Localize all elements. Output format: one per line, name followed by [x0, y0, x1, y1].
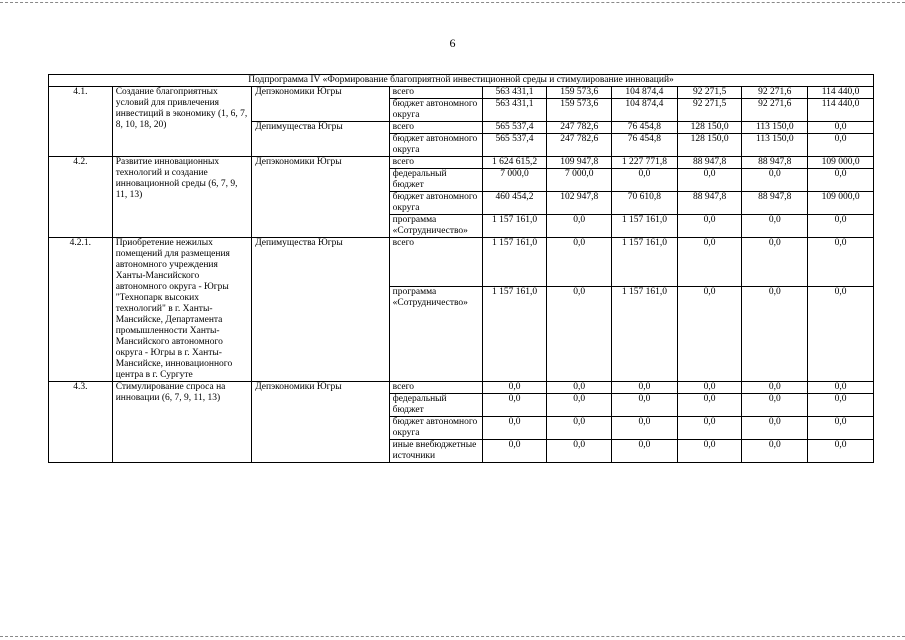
funding-source: бюджет автономного округа: [389, 192, 482, 215]
amount-cell: 0,0: [482, 394, 547, 417]
amount-cell: 0,0: [808, 440, 874, 463]
funding-source: иные внебюджетные источники: [389, 440, 482, 463]
measure-name: Приобретение нежилых помещений для размещения автономного учреждения Ханты-Мансийского автономного округа - Югры "Технопарк высоких технологий" в г. Ханты-Мансийске, Департамента промышленности Ханты-Мансийского автономного округа - Югры в г. Ханты-Мансийске, инновационного центра в г. Сургуте: [112, 238, 252, 382]
amount-cell: 0,0: [677, 215, 742, 238]
amount-cell: 7 000,0: [547, 169, 612, 192]
amount-cell: 563 431,1: [482, 99, 547, 122]
amount-cell: 76 454,8: [612, 134, 678, 157]
funding-source: программа «Сотрудничество»: [389, 287, 482, 382]
amount-cell: 0,0: [808, 134, 874, 157]
amount-cell: 460 454,2: [482, 192, 547, 215]
amount-cell: 565 537,4: [482, 122, 547, 134]
funding-source: программа «Сотрудничество»: [389, 215, 482, 238]
amount-cell: 0,0: [677, 394, 742, 417]
amount-cell: 1 227 771,8: [612, 157, 678, 169]
amount-cell: 0,0: [808, 287, 874, 382]
amount-cell: 92 271,6: [742, 87, 808, 99]
funding-source: всего: [389, 157, 482, 169]
amount-cell: 0,0: [808, 394, 874, 417]
scan-edge-top: [0, 2, 905, 3]
amount-cell: 0,0: [547, 394, 612, 417]
amount-cell: 0,0: [612, 417, 678, 440]
funding-source: федеральный бюджет: [389, 169, 482, 192]
funding-source: всего: [389, 382, 482, 394]
measure-code: 4.1.: [49, 87, 113, 157]
amount-cell: 92 271,6: [742, 99, 808, 122]
scan-edge-bottom: [0, 636, 905, 637]
measure-name: Стимулирование спроса на инновации (6, 7, 9, 11, 13): [112, 382, 252, 463]
amount-cell: 0,0: [677, 417, 742, 440]
amount-cell: 0,0: [677, 382, 742, 394]
amount-cell: 565 537,4: [482, 134, 547, 157]
amount-cell: 88 947,8: [677, 192, 742, 215]
amount-cell: 0,0: [612, 440, 678, 463]
executor-name: Депэкономики Югры: [252, 382, 389, 463]
amount-cell: 1 157 161,0: [612, 215, 678, 238]
amount-cell: 128 150,0: [677, 122, 742, 134]
amount-cell: 0,0: [547, 215, 612, 238]
funding-source: всего: [389, 238, 482, 287]
amount-cell: 0,0: [742, 382, 808, 394]
amount-cell: 114 440,0: [808, 87, 874, 99]
amount-cell: 159 573,6: [547, 99, 612, 122]
amount-cell: 1 624 615,2: [482, 157, 547, 169]
amount-cell: 104 874,4: [612, 87, 678, 99]
amount-cell: 0,0: [742, 215, 808, 238]
table-row: [49, 157, 874, 169]
amount-cell: 0,0: [547, 417, 612, 440]
table-row: [49, 87, 874, 99]
amount-cell: 113 150,0: [742, 134, 808, 157]
page-number: 6: [449, 36, 456, 50]
amount-cell: 0,0: [677, 287, 742, 382]
table-row: [49, 238, 874, 287]
funding-source: бюджет автономного округа: [389, 417, 482, 440]
funding-source: бюджет автономного округа: [389, 134, 482, 157]
amount-cell: 0,0: [547, 382, 612, 394]
amount-cell: 88 947,8: [742, 192, 808, 215]
amount-cell: 70 610,8: [612, 192, 678, 215]
amount-cell: 1 157 161,0: [612, 238, 678, 287]
funding-source: федеральный бюджет: [389, 394, 482, 417]
budget-table: [48, 74, 874, 463]
amount-cell: 0,0: [742, 287, 808, 382]
table-row: [49, 382, 874, 394]
amount-cell: 0,0: [612, 169, 678, 192]
amount-cell: 0,0: [612, 382, 678, 394]
amount-cell: 247 782,6: [547, 122, 612, 134]
amount-cell: 114 440,0: [808, 99, 874, 122]
amount-cell: 0,0: [677, 238, 742, 287]
amount-cell: 0,0: [677, 440, 742, 463]
measure-name: Развитие инновационных технологий и создание инновационной среды (6, 7, 9, 11, 13): [112, 157, 252, 238]
amount-cell: 92 271,5: [677, 87, 742, 99]
amount-cell: 76 454,8: [612, 122, 678, 134]
funding-source: всего: [389, 87, 482, 99]
amount-cell: 109 000,0: [808, 192, 874, 215]
amount-cell: 247 782,6: [547, 134, 612, 157]
amount-cell: 0,0: [482, 440, 547, 463]
amount-cell: 104 874,4: [612, 99, 678, 122]
amount-cell: 92 271,5: [677, 99, 742, 122]
amount-cell: 0,0: [742, 417, 808, 440]
amount-cell: 0,0: [808, 382, 874, 394]
amount-cell: 0,0: [808, 215, 874, 238]
amount-cell: 109 000,0: [808, 157, 874, 169]
amount-cell: 563 431,1: [482, 87, 547, 99]
subprogram-heading-row: [49, 75, 874, 87]
measure-code: 4.3.: [49, 382, 113, 463]
executor-name: Депимущества Югры: [252, 122, 389, 157]
measure-name: Создание благоприятных условий для привлечения инвестиций в экономику (1, 6, 7, 8, 10, 18, 20): [112, 87, 252, 157]
amount-cell: 0,0: [742, 169, 808, 192]
amount-cell: 128 150,0: [677, 134, 742, 157]
amount-cell: 113 150,0: [742, 122, 808, 134]
amount-cell: 159 573,6: [547, 87, 612, 99]
executor-name: Депэкономики Югры: [252, 157, 389, 238]
subprogram-title: Подпрограмма IV «Формирование благоприятной инвестиционной среды и стимулирование инноваций»: [49, 75, 874, 87]
executor-name: Депимущества Югры: [252, 238, 389, 382]
amount-cell: 0,0: [808, 417, 874, 440]
amount-cell: 109 947,8: [547, 157, 612, 169]
amount-cell: 0,0: [742, 394, 808, 417]
amount-cell: 0,0: [808, 238, 874, 287]
amount-cell: 1 157 161,0: [612, 287, 678, 382]
amount-cell: 0,0: [742, 238, 808, 287]
amount-cell: 0,0: [742, 440, 808, 463]
measure-code: 4.2.1.: [49, 238, 113, 382]
amount-cell: 1 157 161,0: [482, 287, 547, 382]
amount-cell: 0,0: [612, 394, 678, 417]
amount-cell: 0,0: [547, 238, 612, 287]
amount-cell: 102 947,8: [547, 192, 612, 215]
funding-source: бюджет автономного округа: [389, 99, 482, 122]
amount-cell: 0,0: [547, 287, 612, 382]
funding-source: всего: [389, 122, 482, 134]
executor-name: Депэкономики Югры: [252, 87, 389, 122]
amount-cell: 1 157 161,0: [482, 215, 547, 238]
amount-cell: 1 157 161,0: [482, 238, 547, 287]
measure-code: 4.2.: [49, 157, 113, 238]
amount-cell: 0,0: [547, 440, 612, 463]
amount-cell: 0,0: [808, 169, 874, 192]
amount-cell: 88 947,8: [742, 157, 808, 169]
amount-cell: 88 947,8: [677, 157, 742, 169]
amount-cell: 7 000,0: [482, 169, 547, 192]
amount-cell: 0,0: [482, 382, 547, 394]
amount-cell: 0,0: [677, 169, 742, 192]
amount-cell: 0,0: [482, 417, 547, 440]
amount-cell: 0,0: [808, 122, 874, 134]
